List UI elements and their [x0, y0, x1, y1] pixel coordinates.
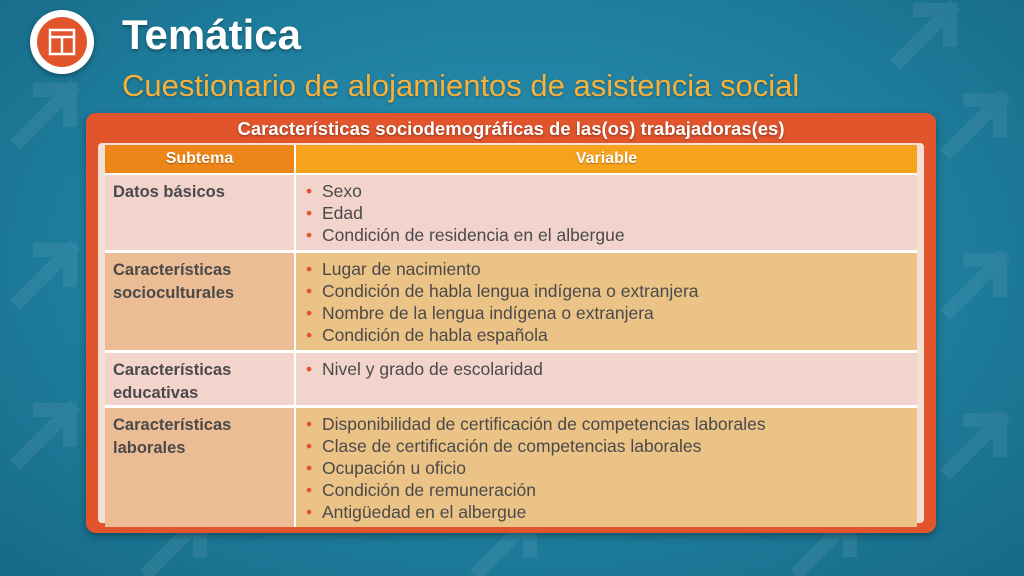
window-grid-icon [37, 17, 87, 67]
variable-item: • Disponibilidad de certificación de competencias laborales [304, 413, 917, 435]
variable-item: • Ocupación u oficio [304, 457, 917, 479]
variable-item: • Condición de remuneración [304, 479, 917, 501]
subtema-cell: Características socioculturales [105, 252, 295, 352]
variable-item: • Condición de habla lengua indígena o extranjera [304, 280, 917, 302]
topic-table [105, 145, 917, 527]
subtema-cell: Características laborales [105, 407, 295, 528]
variable-item: • Nivel y grado de escolaridad [304, 358, 917, 380]
variable-cell [295, 174, 917, 252]
panel-title: Características sociodemográficas de las(os) trabajadoras(es) [237, 118, 785, 139]
variable-item: • Condición de habla española [304, 324, 917, 346]
logo [30, 10, 94, 74]
subtema-cell: Datos básicos [105, 174, 295, 252]
table-row [105, 252, 917, 352]
variable-item: • Clase de certificación de competencias laborales [304, 435, 917, 457]
variable-cell [295, 407, 917, 528]
variable-cell [295, 252, 917, 352]
column-header-subtema: Subtema [105, 145, 295, 174]
variable-cell [295, 352, 917, 407]
variable-item: • Sexo [304, 180, 917, 202]
variable-item: • Edad [304, 202, 917, 224]
variable-item: • Antigüedad en el albergue [304, 501, 917, 523]
table-row [105, 352, 917, 407]
column-header-variable: Variable [295, 145, 917, 174]
table-row [105, 174, 917, 252]
page-title: Temática [122, 11, 301, 58]
page-subtitle: Cuestionario de alojamientos de asistencia social [122, 68, 800, 103]
variable-item: • Condición de residencia en el albergue [304, 224, 917, 246]
variable-item: • Lugar de nacimiento [304, 258, 917, 280]
subtema-cell: Características educativas [105, 352, 295, 407]
variable-item: • Nombre de la lengua indígena o extranjera [304, 302, 917, 324]
table-row [105, 407, 917, 528]
